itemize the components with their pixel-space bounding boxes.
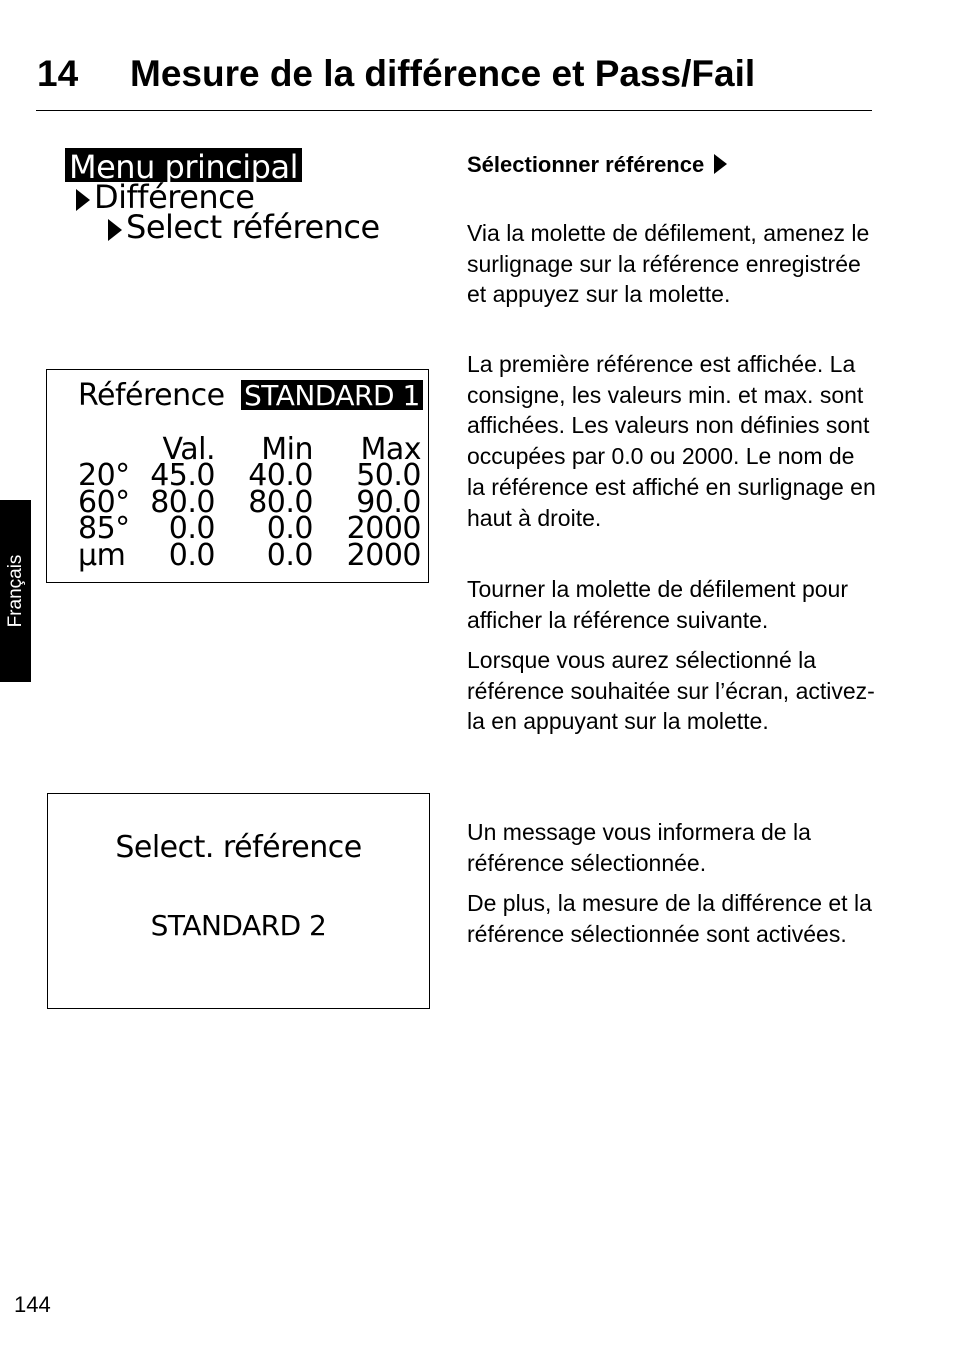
row-label: µm — [78, 538, 126, 573]
paragraph-1: Via la molette de défilement, amenez le surlignage sur la référence enregistrée et appuyez sur la molette. — [467, 220, 870, 308]
selection-screen — [47, 793, 430, 1009]
paragraph-4: Lorsque vous aurez sélectionné la référence souhaitée sur l’écran, activez-la en appuyant sur la molette. — [467, 647, 875, 735]
row-label: 60° — [78, 485, 130, 520]
page-number: 144 — [14, 1292, 51, 1317]
row-val: 80.0 — [150, 485, 215, 520]
selection-title: Select. référence — [115, 830, 362, 865]
chapter-title: Mesure de la différence et Pass/Fail — [130, 53, 756, 94]
row-max: 50.0 — [356, 458, 421, 493]
column-header-val: Val. — [162, 432, 215, 467]
language-tab-label: Français — [4, 554, 26, 628]
paragraph-3: Tourner la molette de défilement pour afficher la référence suivante. — [467, 576, 848, 633]
row-min: 0.0 — [266, 538, 313, 573]
row-label: 20° — [78, 458, 130, 493]
section-heading — [467, 150, 727, 180]
row-min: 40.0 — [248, 458, 313, 493]
row-val: 0.0 — [168, 538, 215, 573]
row-max: 2000 — [346, 511, 421, 546]
header-divider — [36, 110, 872, 111]
paragraph-2: La première référence est affichée. La consigne, les valeurs min. et max. sont affichées. Les valeurs non définies sont occupées par 0.0 ou 2000. Le nom de la référence est affiché en surlignage en haut à droite. — [467, 351, 876, 531]
menu-path-level3 — [108, 208, 380, 246]
selection-value: STANDARD 2 — [150, 909, 327, 942]
menu-path-level3-label: Select référence — [126, 208, 380, 246]
arrow-right-icon — [76, 189, 90, 211]
row-min: 0.0 — [266, 511, 313, 546]
chapter-number: 14 — [37, 53, 79, 94]
paragraph-5: Un message vous informera de la référence sélectionnée. — [467, 819, 811, 876]
column-header-max: Max — [360, 432, 421, 467]
menu-path-level2-label: Différence — [94, 178, 255, 216]
row-max: 2000 — [346, 538, 421, 573]
reference-screen — [46, 369, 429, 583]
column-header-min: Min — [261, 432, 313, 467]
reference-label: Référence — [78, 378, 225, 413]
row-min: 80.0 — [248, 485, 313, 520]
row-val: 45.0 — [150, 458, 215, 493]
arrow-right-icon — [714, 154, 727, 174]
arrow-right-icon — [108, 219, 122, 241]
section-heading-label: Sélectionner référence — [467, 152, 705, 177]
row-max: 90.0 — [356, 485, 421, 520]
menu-path-level1: Menu principal — [65, 148, 302, 182]
row-label: 85° — [78, 511, 130, 546]
reference-name-badge: STANDARD 1 — [241, 380, 423, 410]
paragraph-6: De plus, la mesure de la différence et la référence sélectionnée sont activées. — [467, 890, 872, 947]
row-val: 0.0 — [168, 511, 215, 546]
language-tab — [0, 500, 31, 682]
